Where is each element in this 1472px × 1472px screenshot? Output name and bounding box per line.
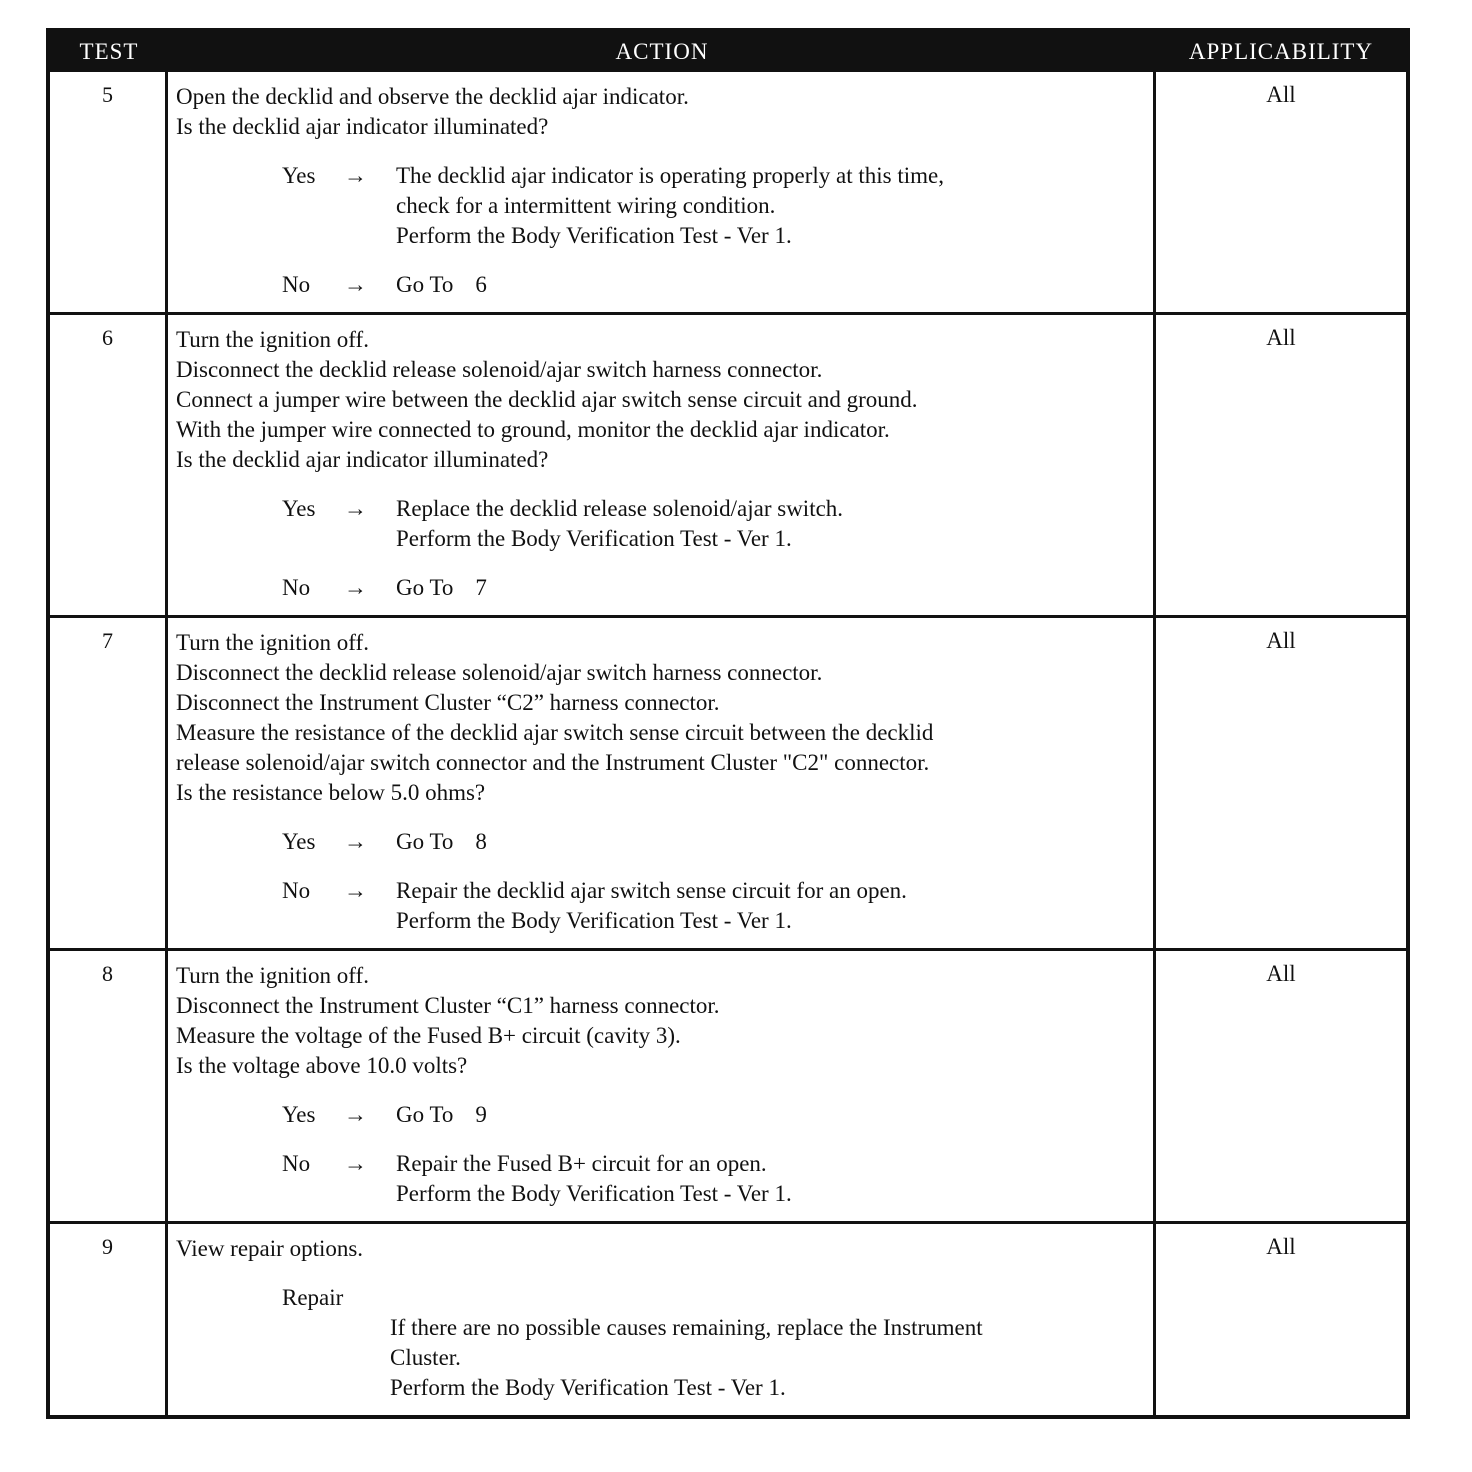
arrow-icon: → xyxy=(344,1102,367,1127)
step-line: Is the decklid ajar indicator illuminated? xyxy=(176,447,549,472)
step-line: Disconnect the decklid release solenoid/ajar switch harness connector. xyxy=(176,660,823,685)
action-cell xyxy=(168,618,1156,948)
no-text xyxy=(396,1149,1145,1209)
yes-label: Yes xyxy=(282,163,316,188)
yes-text xyxy=(396,161,1145,251)
applicability-cell: All xyxy=(1266,628,1296,653)
yes-goto xyxy=(396,1100,1145,1130)
arrow-icon: → xyxy=(344,163,367,188)
step-line: View repair options. xyxy=(176,1236,364,1261)
no-outcome xyxy=(176,573,1145,603)
goto-target: 8 xyxy=(475,829,487,854)
arrow-icon: → xyxy=(344,496,367,521)
goto-target: 6 xyxy=(475,272,487,297)
outcome-line: Repair the decklid ajar switch sense circuit for an open. xyxy=(396,878,907,903)
header-action: ACTION xyxy=(615,39,709,64)
yes-text xyxy=(396,494,1145,554)
outcome-line: Replace the decklid release solenoid/ajar switch. xyxy=(396,496,844,521)
applicability-cell: All xyxy=(1266,1234,1296,1259)
step-line: Connect a jumper wire between the decklid ajar switch sense circuit and ground. xyxy=(176,387,918,412)
applicability-cell: All xyxy=(1266,961,1296,986)
test-row-6 xyxy=(50,312,1406,615)
arrow-icon: → xyxy=(344,878,367,903)
outcome-line: Perform the Body Verification Test - Ver 1. xyxy=(396,526,792,551)
no-outcome xyxy=(176,876,1145,936)
goto-target: 9 xyxy=(475,1102,487,1127)
step-line: Disconnect the Instrument Cluster “C2” harness connector. xyxy=(176,690,720,715)
repair-line: If there are no possible causes remaining, replace the Instrument xyxy=(390,1315,983,1340)
header-applicability: APPLICABILITY xyxy=(1188,39,1374,64)
step-line: Turn the ignition off. xyxy=(176,963,369,988)
no-goto xyxy=(396,573,1145,603)
header-test: TEST xyxy=(79,39,139,64)
test-row-9 xyxy=(50,1221,1406,1415)
repair-label: Repair xyxy=(282,1285,344,1310)
yes-outcome xyxy=(176,494,1145,554)
test-number: 6 xyxy=(50,315,168,615)
goto-label: Go To xyxy=(396,575,454,600)
yes-outcome xyxy=(176,1100,1145,1130)
step-line: Is the voltage above 10.0 volts? xyxy=(176,1053,468,1078)
outcome-line: Perform the Body Verification Test - Ver 1. xyxy=(396,908,792,933)
arrow-icon: → xyxy=(344,272,367,297)
no-label: No xyxy=(282,272,311,297)
step-line: Disconnect the decklid release solenoid/ajar switch harness connector. xyxy=(176,357,823,382)
goto-label: Go To xyxy=(396,1102,454,1127)
arrow-icon: → xyxy=(344,829,367,854)
repair-line: Perform the Body Verification Test - Ver 1. xyxy=(390,1375,786,1400)
yes-label: Yes xyxy=(282,1102,316,1127)
applicability-cell: All xyxy=(1266,82,1296,107)
step-line: Disconnect the Instrument Cluster “C1” harness connector. xyxy=(176,993,720,1018)
step-line: Is the decklid ajar indicator illuminated? xyxy=(176,114,549,139)
action-cell xyxy=(168,1224,1156,1415)
action-cell xyxy=(168,72,1156,312)
yes-goto xyxy=(396,827,1145,857)
step-line: Turn the ignition off. xyxy=(176,327,369,352)
diagnostic-table xyxy=(46,28,1410,1419)
no-text xyxy=(396,876,1145,936)
no-outcome xyxy=(176,1149,1145,1209)
test-number: 5 xyxy=(50,72,168,312)
outcome-line: Repair the Fused B+ circuit for an open. xyxy=(396,1151,767,1176)
goto-label: Go To xyxy=(396,272,454,297)
no-label: No xyxy=(282,1151,311,1176)
yes-label: Yes xyxy=(282,496,316,521)
action-cell xyxy=(168,951,1156,1221)
step-line: Measure the resistance of the decklid ajar switch sense circuit between the decklid xyxy=(176,720,934,745)
action-cell xyxy=(168,315,1156,615)
step-line: Measure the voltage of the Fused B+ circuit (cavity 3). xyxy=(176,1023,681,1048)
test-number: 9 xyxy=(50,1224,168,1415)
yes-outcome xyxy=(176,827,1145,857)
test-row-7 xyxy=(50,615,1406,948)
test-row-8 xyxy=(50,948,1406,1221)
applicability-cell: All xyxy=(1266,325,1296,350)
arrow-icon: → xyxy=(344,1151,367,1176)
no-label: No xyxy=(282,878,311,903)
outcome-line: The decklid ajar indicator is operating properly at this time, xyxy=(396,163,944,188)
step-line: Is the resistance below 5.0 ohms? xyxy=(176,780,486,805)
goto-target: 7 xyxy=(475,575,487,600)
repair-text xyxy=(282,1313,1145,1403)
step-line: Turn the ignition off. xyxy=(176,630,369,655)
no-outcome xyxy=(176,270,1145,300)
test-row-5 xyxy=(50,72,1406,312)
repair-block xyxy=(176,1283,1145,1403)
table-header xyxy=(50,32,1406,72)
step-line: release solenoid/ajar switch connector and the Instrument Cluster "C2" connector. xyxy=(176,750,930,775)
outcome-line: Perform the Body Verification Test - Ver 1. xyxy=(396,223,792,248)
goto-label: Go To xyxy=(396,829,454,854)
arrow-icon: → xyxy=(344,575,367,600)
no-label: No xyxy=(282,575,311,600)
outcome-line: Perform the Body Verification Test - Ver 1. xyxy=(396,1181,792,1206)
step-line: Open the decklid and observe the decklid ajar indicator. xyxy=(176,84,689,109)
no-goto xyxy=(396,270,1145,300)
yes-outcome xyxy=(176,161,1145,251)
yes-label: Yes xyxy=(282,829,316,854)
repair-line: Cluster. xyxy=(390,1345,461,1370)
outcome-line: check for a intermittent wiring condition. xyxy=(396,193,776,218)
test-number: 8 xyxy=(50,951,168,1221)
step-line: With the jumper wire connected to ground, monitor the decklid ajar indicator. xyxy=(176,417,890,442)
test-number: 7 xyxy=(50,618,168,948)
